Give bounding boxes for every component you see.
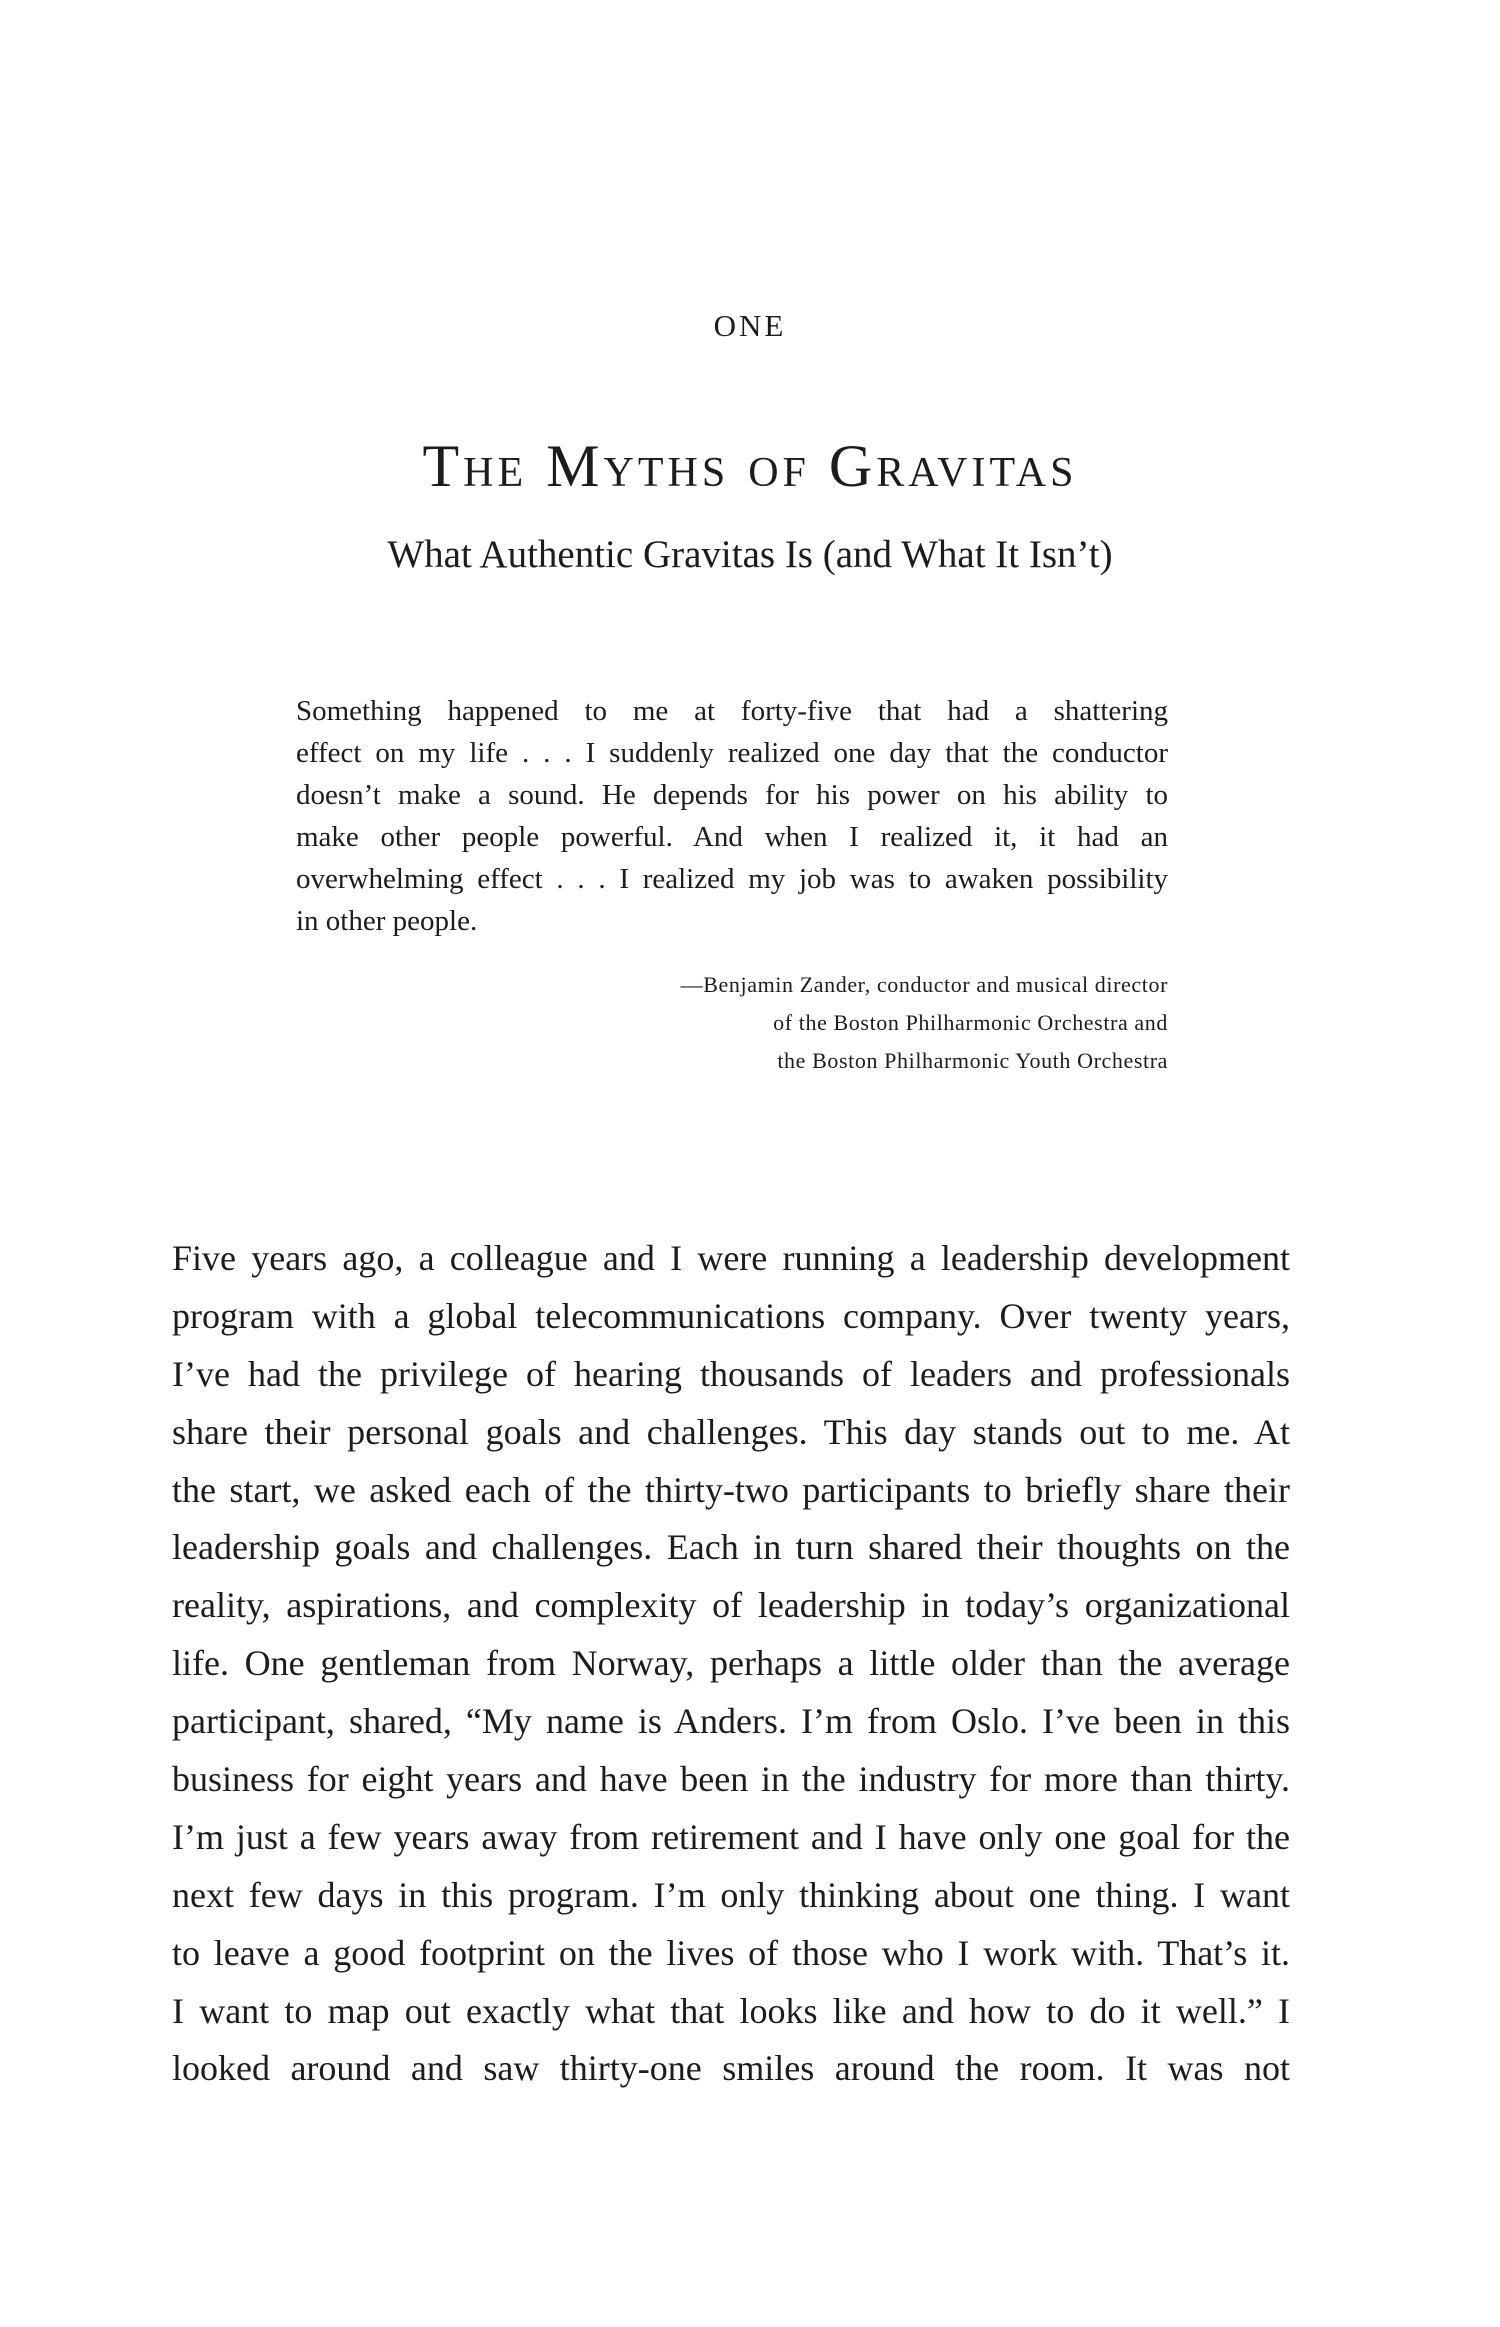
body-line: the start, we asked each of the thirty-two participants to briefly share their xyxy=(172,1469,1290,1510)
body-line: to leave a good footprint on the lives of those who I work with. That’s it. xyxy=(172,1932,1290,1973)
body-line: business for eight years and have been in the industry for more than thirty. xyxy=(172,1759,1290,1800)
body-line: I’ve had the privilege of hearing thousands of leaders and professionals xyxy=(172,1353,1290,1394)
epigraph-line: make other people powerful. And when I realized it, it had an xyxy=(296,821,1168,853)
attribution-line: the Boston Philharmonic Youth Orchestra xyxy=(777,1048,1168,1073)
body-line: Five years ago, a colleague and I were running a leadership development xyxy=(172,1238,1290,1278)
body-line: program with a global telecommunications company. Over twenty years, xyxy=(172,1295,1290,1336)
body-line: share their personal goals and challenges. This day stands out to me. At xyxy=(172,1411,1290,1452)
epigraph-line: doesn’t make a sound. He depends for his power on his ability to xyxy=(296,779,1168,811)
attribution-line: —Benjamin Zander, conductor and musical director xyxy=(680,972,1168,997)
epigraph-attribution xyxy=(681,966,1168,1080)
body-line: participant, shared, “My name is Anders. I’m from Oslo. I’ve been in this xyxy=(172,1701,1290,1742)
attribution-line: of the Boston Philharmonic Orchestra and xyxy=(773,1010,1168,1035)
body-line: I’m just a few years away from retirement and I have only one goal for the xyxy=(172,1816,1290,1857)
body-line: next few days in this program. I’m only thinking about one thing. I want xyxy=(172,1874,1290,1915)
body-line: leadership goals and challenges. Each in turn shared their thoughts on the xyxy=(172,1527,1290,1568)
body-paragraph xyxy=(172,1230,1290,2098)
epigraph-line: in other people. xyxy=(296,905,478,937)
chapter-title: The Myths of Gravitas xyxy=(422,433,1078,499)
body-line: looked around and saw thirty-one smiles around the room. It was not xyxy=(172,2048,1290,2089)
body-line: I want to map out exactly what that looks like and how to do it well.” I xyxy=(172,1990,1290,2031)
epigraph-quote xyxy=(296,690,1168,942)
chapter-number: ONE xyxy=(713,308,787,343)
epigraph-line: Something happened to me at forty-five that had a shattering xyxy=(296,695,1168,727)
body-line: reality, aspirations, and complexity of leadership in today’s organizational xyxy=(172,1585,1290,1626)
epigraph-line: effect on my life . . . I suddenly realized one day that the conductor xyxy=(296,737,1168,769)
chapter-subtitle: What Authentic Gravitas Is (and What It Isn’t) xyxy=(387,533,1113,576)
body-line: life. One gentleman from Norway, perhaps a little older than the average xyxy=(172,1643,1290,1684)
epigraph-line: overwhelming effect . . . I realized my job was to awaken possibility xyxy=(296,863,1168,895)
